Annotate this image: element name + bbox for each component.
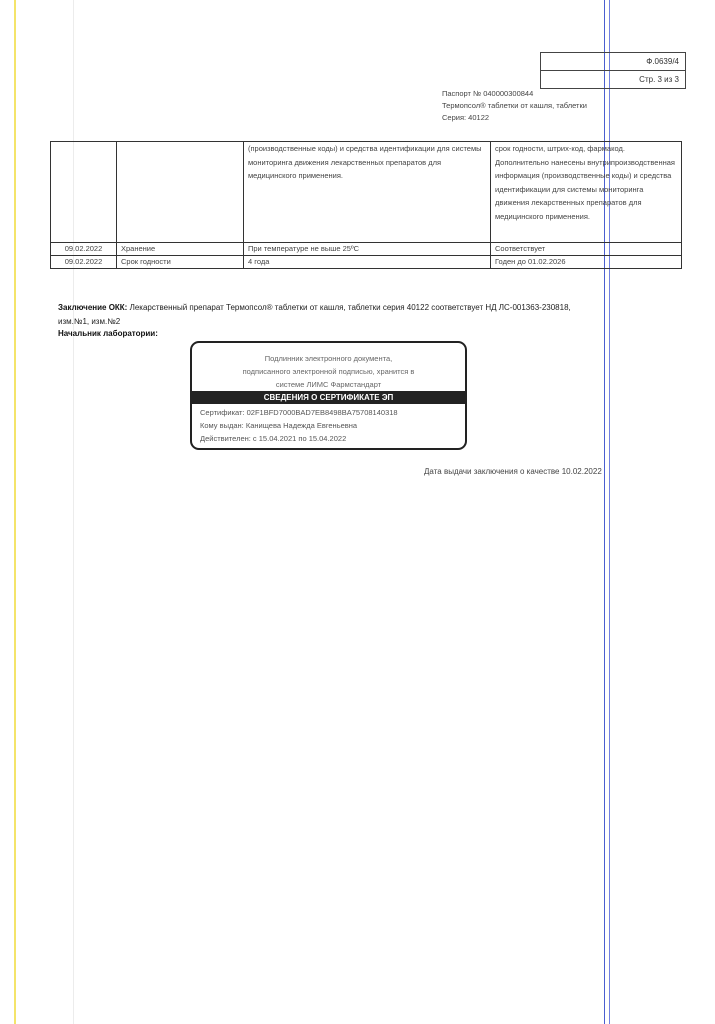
date-cell: 09.02.2022 <box>51 243 117 256</box>
test-results-table <box>50 141 682 269</box>
conclusion-label: Заключение ОКК: <box>58 303 128 312</box>
electronic-signature-stamp <box>190 341 467 450</box>
form-code-box <box>540 52 686 89</box>
certificate-validity: Действителен: с 15.04.2021 по 15.04.2022 <box>200 434 347 443</box>
certificate-info-header: СВЕДЕНИЯ О СЕРТИФИКАТЕ ЭП <box>192 391 465 404</box>
table-row <box>51 243 682 256</box>
head-of-laboratory-label: Начальник лаборатории: <box>58 329 158 338</box>
batch-number: Серия: 40122 <box>442 113 490 122</box>
product-name: Термопсол® таблетки от кашля, таблетки <box>442 101 587 110</box>
table-row <box>51 256 682 269</box>
result-cell: Годен до 01.02.2026 <box>491 256 682 269</box>
certificate-owner: Кому выдан: Канищева Надежда Евгеньевна <box>200 421 358 430</box>
requirement-cell: 4 года <box>244 256 491 269</box>
result-cell: срок годности, штрих-код, фармакод. Дополнительно нанесены внутрипроизводственная информация (производственные коды) и средства идентификации для системы мониторинга движения лекарственных препаратов для медицинского применения. <box>491 142 682 243</box>
requirement-cell: При температуре не выше 25ºС <box>244 243 491 256</box>
table-row <box>51 142 682 243</box>
issue-date: Дата выдачи заключения о качестве 10.02.2022 <box>424 467 602 476</box>
page-number: Стр. 3 из 3 <box>541 70 685 88</box>
form-code: Ф.0639/4 <box>646 57 679 66</box>
requirement-cell: (производственные коды) и средства идентификации для системы мониторинга движения лекарственных препаратов для медицинского применения. <box>244 142 491 243</box>
result-cell: Соответствует <box>491 243 682 256</box>
conclusion-text: Лекарственный препарат Термопсол® таблетки от кашля, таблетки серия 40122 соответствует НД ЛС-001363-230818, изм.№1, изм.№2 <box>58 303 571 326</box>
date-cell: 09.02.2022 <box>51 256 117 269</box>
stamp-line-1: Подлинник электронного документа, <box>264 354 393 363</box>
indicator-cell <box>117 142 244 243</box>
date-cell <box>51 142 117 243</box>
certificate-number: Сертификат: 02F1BFD7000BAD7EB8498BA75708140318 <box>200 408 398 417</box>
passport-info <box>442 88 587 124</box>
stamp-line-2: подписанного электронной подписью, хранится в <box>242 367 415 376</box>
qc-conclusion <box>58 301 578 329</box>
scan-edge-yellow <box>14 0 16 1024</box>
stamp-line-3: системе ЛИМС Фармстандарт <box>275 380 382 389</box>
passport-number: Паспорт № 040000300844 <box>442 89 534 98</box>
indicator-cell: Срок годности <box>117 256 244 269</box>
indicator-cell: Хранение <box>117 243 244 256</box>
